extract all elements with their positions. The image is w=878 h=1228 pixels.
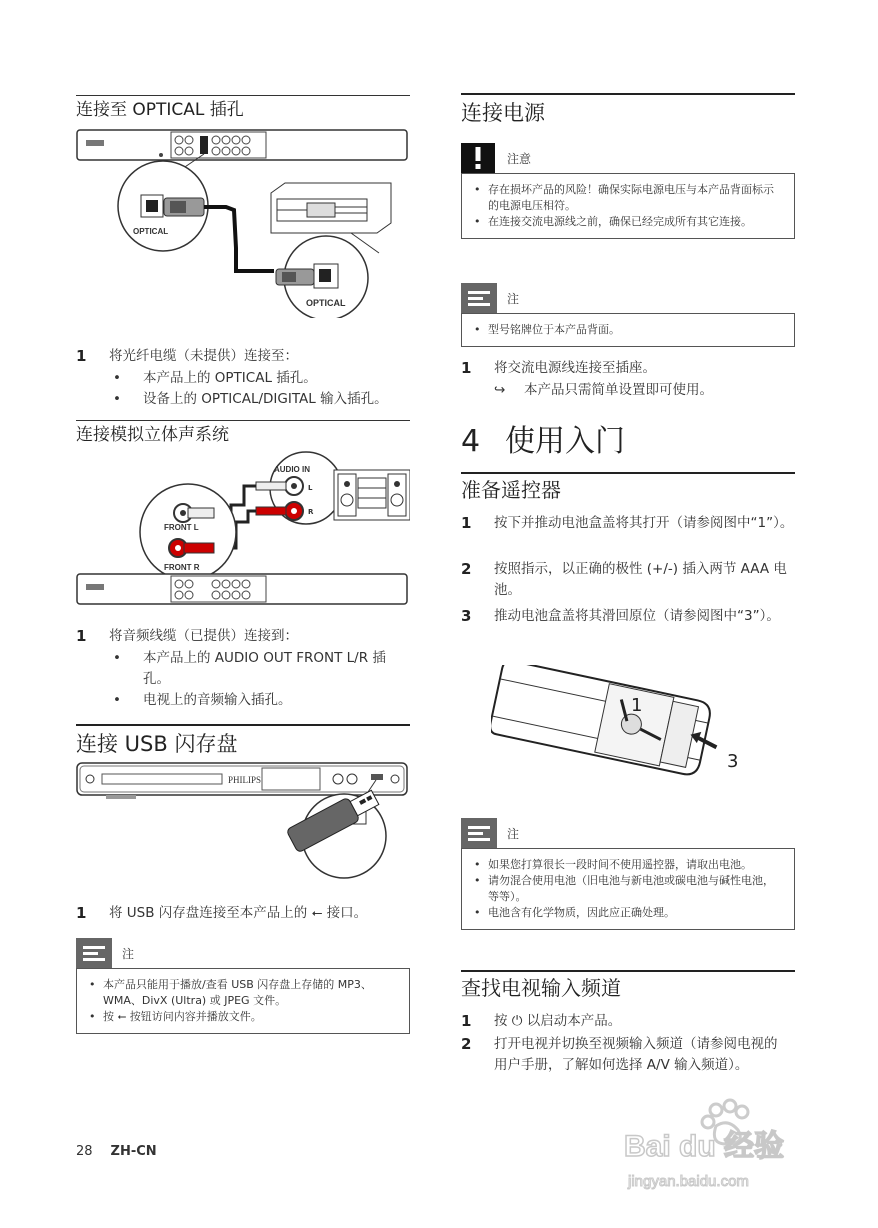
step-number: 1 bbox=[76, 627, 87, 645]
step-number: 1 bbox=[461, 359, 472, 377]
optical-step-1 bbox=[76, 346, 410, 367]
step-number: 2 bbox=[461, 1035, 472, 1053]
section-title-analog: 连接模拟立体声系统 bbox=[76, 420, 410, 446]
figure-label-3: 3 bbox=[727, 751, 739, 772]
note-item: • 请勿混合使用电池（旧电池与新电池或碳电池与碱性电池，等等）。 bbox=[474, 873, 784, 905]
note-item: • 电池含有化学物质，因此应正确处理。 bbox=[474, 905, 784, 921]
step-text: 推动电池盒盖将其滑回原位（请参阅图中“3”）。 bbox=[494, 608, 780, 624]
note-item: • 按 ⭠ 按钮访问内容并播放文件。 bbox=[89, 1009, 399, 1025]
remote-step-3 bbox=[461, 606, 795, 627]
chapter-number: 4 bbox=[461, 424, 481, 459]
note-item: • 如果您打算很长一段时间不使用遥控器，请取出电池。 bbox=[474, 857, 784, 873]
note-icon bbox=[461, 818, 497, 848]
note-icon bbox=[461, 283, 497, 313]
bullet-text: 电视上的音频输入插孔。 bbox=[143, 692, 292, 708]
step-text: 将交流电源线连接至插座。 bbox=[494, 360, 656, 376]
analog-step-1 bbox=[76, 626, 410, 647]
analog-bullet-1: • 本产品上的 AUDIO OUT FRONT L/R 插孔。 bbox=[76, 648, 396, 690]
chapter-title: 使用入门 bbox=[505, 424, 625, 459]
usb-note-box bbox=[76, 968, 410, 1034]
analog-bullet-2: • 电视上的音频输入插孔。 bbox=[76, 690, 410, 711]
remote-note-box bbox=[461, 848, 795, 930]
language-code: ZH-CN bbox=[110, 1144, 157, 1159]
section-title-tv: 查找电视输入频道 bbox=[461, 970, 795, 1001]
step-number: 1 bbox=[76, 347, 87, 365]
step-text: 将 USB 闪存盘连接至本产品上的 ⭠ 接口。 bbox=[109, 905, 368, 921]
power-note-box bbox=[461, 313, 795, 347]
optical-bullet-1: • 本产品上的 OPTICAL 插孔。 bbox=[76, 368, 410, 389]
section-title-power: 连接电源 bbox=[461, 93, 795, 127]
caution-item: • 存在损坏产品的风险！确保实际电源电压与本产品背面标示的电源电压相符。 bbox=[474, 182, 784, 214]
tv-step-2 bbox=[461, 1034, 781, 1076]
section-title-remote: 准备遥控器 bbox=[461, 472, 795, 503]
step-text: 打开电视并切换至视频输入频道（请参阅电视的用户手册，了解如何选择 A/V 输入频道）。 bbox=[494, 1036, 778, 1073]
bullet-text: 设备上的 OPTICAL/DIGITAL 输入插孔。 bbox=[143, 391, 388, 407]
result-arrow-icon: ↪ bbox=[494, 382, 506, 398]
caution-label: 注意 bbox=[507, 152, 532, 166]
baidu-watermark bbox=[620, 1096, 825, 1196]
note-icon bbox=[76, 938, 112, 968]
caution-icon bbox=[461, 143, 495, 173]
note-label: 注 bbox=[122, 947, 135, 961]
chapter-heading bbox=[461, 422, 625, 462]
figure-label-1: 1 bbox=[631, 695, 643, 716]
power-result bbox=[461, 380, 795, 401]
result-text: 本产品只需简单设置即可使用。 bbox=[524, 382, 713, 398]
section-title-optical: 连接至 OPTICAL 插孔 bbox=[76, 95, 410, 121]
caution-item: • 在连接交流电源线之前，确保已经完成所有其它连接。 bbox=[474, 214, 784, 230]
optical-connection-illustration bbox=[76, 128, 410, 318]
step-text: 将光纤电缆（未提供）连接至： bbox=[109, 348, 298, 364]
step-number: 2 bbox=[461, 560, 472, 578]
page-footer bbox=[76, 1144, 157, 1159]
watermark-brand: Bai du 经验 bbox=[624, 1130, 785, 1163]
audio-l-label: L bbox=[308, 484, 313, 492]
usb-connection-illustration bbox=[76, 760, 410, 890]
step-number: 1 bbox=[461, 514, 472, 532]
remote-battery-illustration bbox=[491, 665, 751, 785]
audio-r-label: R bbox=[308, 508, 314, 516]
optical-label-a: OPTICAL bbox=[133, 227, 169, 236]
step-number: 1 bbox=[76, 904, 87, 922]
step-text: 按下并推动电池盒盖将其打开（请参阅图中“1”）。 bbox=[494, 515, 794, 531]
analog-connection-illustration bbox=[76, 450, 410, 610]
note-item: • 本产品只能用于播放/查看 USB 闪存盘上存储的 MP3、WMA、DivX (Ultra) 或 JPEG 文件。 bbox=[89, 977, 399, 1009]
step-number: 1 bbox=[461, 1012, 472, 1030]
page-number: 28 bbox=[76, 1144, 93, 1159]
audio-in-label: AUDIO IN bbox=[274, 465, 310, 474]
step-number: 3 bbox=[461, 607, 472, 625]
bullet-text: 本产品上的 OPTICAL 插孔。 bbox=[143, 370, 317, 386]
remote-step-1 bbox=[461, 513, 795, 534]
step-text: 将音频线缆（已提供）连接到： bbox=[109, 628, 298, 644]
power-step-1 bbox=[461, 358, 795, 379]
caution-box bbox=[461, 173, 795, 239]
front-r-label: FRONT R bbox=[164, 563, 200, 572]
note-label: 注 bbox=[507, 292, 520, 306]
tv-step-1 bbox=[461, 1011, 795, 1032]
front-l-label: FRONT L bbox=[164, 523, 199, 532]
usb-step-1 bbox=[76, 903, 410, 924]
optical-label-b: OPTICAL bbox=[306, 298, 346, 308]
optical-bullet-2: • 设备上的 OPTICAL/DIGITAL 输入插孔。 bbox=[76, 389, 410, 410]
step-text: 按 ⏻ 以启动本产品。 bbox=[494, 1013, 622, 1029]
watermark-url: jingyan.baidu.com bbox=[628, 1173, 749, 1190]
remote-step-2 bbox=[461, 559, 795, 601]
note-label: 注 bbox=[507, 827, 520, 841]
step-text: 按照指示，以正确的极性 (+/-) 插入两节 AAA 电池。 bbox=[494, 561, 787, 598]
section-title-usb: 连接 USB 闪存盘 bbox=[76, 724, 410, 758]
bullet-text: 本产品上的 AUDIO OUT FRONT L/R 插孔。 bbox=[143, 650, 386, 687]
note-item: • 型号铭牌位于本产品背面。 bbox=[474, 322, 784, 338]
device-brand: PHILIPS bbox=[228, 775, 262, 785]
